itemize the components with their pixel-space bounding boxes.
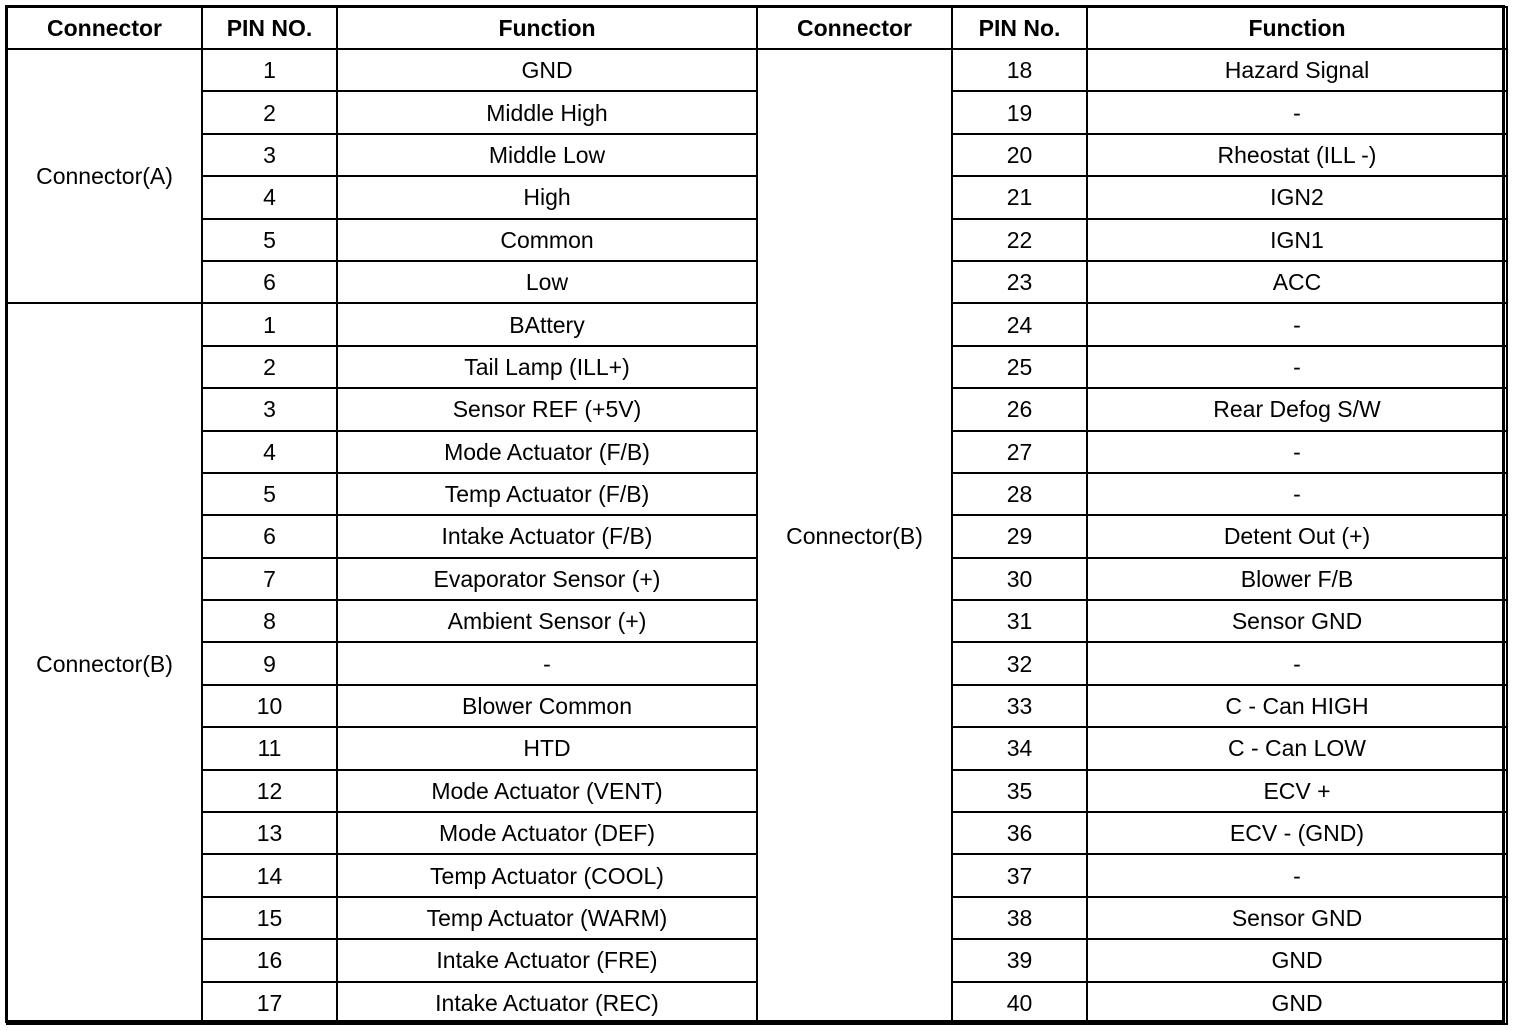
pin-cell: 22 — [952, 219, 1087, 261]
function-cell: - — [337, 642, 757, 684]
pin-cell: 3 — [202, 134, 337, 176]
pin-cell: 33 — [952, 685, 1087, 727]
function-cell: Tail Lamp (ILL+) — [337, 346, 757, 388]
pin-cell: 19 — [952, 91, 1087, 133]
function-cell: - — [1087, 346, 1507, 388]
pin-cell: 30 — [952, 558, 1087, 600]
function-cell: Sensor GND — [1087, 600, 1507, 642]
function-cell: - — [1087, 431, 1507, 473]
pin-cell: 1 — [202, 49, 337, 91]
pin-cell: 34 — [952, 727, 1087, 769]
function-cell: Temp Actuator (COOL) — [337, 854, 757, 896]
function-cell: Rear Defog S/W — [1087, 388, 1507, 430]
pin-cell: 21 — [952, 176, 1087, 218]
function-cell: Low — [337, 261, 757, 303]
function-cell: Intake Actuator (REC) — [337, 982, 757, 1024]
header-pin-right: PIN No. — [952, 7, 1087, 49]
pin-cell: 2 — [202, 346, 337, 388]
pin-cell: 20 — [952, 134, 1087, 176]
function-cell: Evaporator Sensor (+) — [337, 558, 757, 600]
pin-cell: 27 — [952, 431, 1087, 473]
pin-cell: 11 — [202, 727, 337, 769]
function-cell: C - Can LOW — [1087, 727, 1507, 769]
function-cell: Hazard Signal — [1087, 49, 1507, 91]
pin-cell: 4 — [202, 176, 337, 218]
function-cell: - — [1087, 473, 1507, 515]
header-connector-left: Connector — [7, 7, 202, 49]
function-cell: Mode Actuator (VENT) — [337, 770, 757, 812]
header-pin-left: PIN NO. — [202, 7, 337, 49]
connector-cell-left: Connector(A) — [7, 49, 202, 303]
pin-cell: 7 — [202, 558, 337, 600]
pin-cell: 14 — [202, 854, 337, 896]
pin-cell: 5 — [202, 219, 337, 261]
table-row — [7, 49, 1507, 91]
table-body — [7, 49, 1507, 1024]
header-connector-right: Connector — [757, 7, 952, 49]
connector-cell-left: Connector(B) — [7, 303, 202, 1024]
pin-cell: 4 — [202, 431, 337, 473]
function-cell: C - Can HIGH — [1087, 685, 1507, 727]
function-cell: Temp Actuator (WARM) — [337, 897, 757, 939]
function-cell: Sensor REF (+5V) — [337, 388, 757, 430]
function-cell: Intake Actuator (FRE) — [337, 939, 757, 981]
pin-cell: 5 — [202, 473, 337, 515]
pin-function-table — [6, 6, 1508, 1025]
pin-cell: 26 — [952, 388, 1087, 430]
pin-cell: 25 — [952, 346, 1087, 388]
pin-cell: 23 — [952, 261, 1087, 303]
function-cell: GND — [337, 49, 757, 91]
function-cell: Middle Low — [337, 134, 757, 176]
pin-cell: 32 — [952, 642, 1087, 684]
pin-cell: 15 — [202, 897, 337, 939]
pin-cell: 6 — [202, 515, 337, 557]
function-cell: BAttery — [337, 303, 757, 345]
pin-cell: 18 — [952, 49, 1087, 91]
function-cell: - — [1087, 642, 1507, 684]
pin-cell: 16 — [202, 939, 337, 981]
function-cell: Mode Actuator (DEF) — [337, 812, 757, 854]
function-cell: HTD — [337, 727, 757, 769]
pin-cell: 12 — [202, 770, 337, 812]
pin-cell: 8 — [202, 600, 337, 642]
header-row — [7, 7, 1507, 49]
function-cell: Detent Out (+) — [1087, 515, 1507, 557]
pin-cell: 1 — [202, 303, 337, 345]
function-cell: Middle High — [337, 91, 757, 133]
pin-cell: 29 — [952, 515, 1087, 557]
function-cell: IGN2 — [1087, 176, 1507, 218]
header-function-left: Function — [337, 7, 757, 49]
function-cell: Intake Actuator (F/B) — [337, 515, 757, 557]
pin-cell: 17 — [202, 982, 337, 1024]
pin-cell: 2 — [202, 91, 337, 133]
function-cell: High — [337, 176, 757, 218]
function-cell: ECV + — [1087, 770, 1507, 812]
function-cell: - — [1087, 91, 1507, 133]
function-cell: IGN1 — [1087, 219, 1507, 261]
pin-cell: 3 — [202, 388, 337, 430]
function-cell: GND — [1087, 982, 1507, 1024]
function-cell: Rheostat (ILL -) — [1087, 134, 1507, 176]
pin-cell: 10 — [202, 685, 337, 727]
function-cell: Mode Actuator (F/B) — [337, 431, 757, 473]
function-cell: Blower F/B — [1087, 558, 1507, 600]
pin-cell: 9 — [202, 642, 337, 684]
pin-cell: 37 — [952, 854, 1087, 896]
pin-cell: 35 — [952, 770, 1087, 812]
function-cell: - — [1087, 303, 1507, 345]
pin-cell: 13 — [202, 812, 337, 854]
function-cell: ECV - (GND) — [1087, 812, 1507, 854]
function-cell: GND — [1087, 939, 1507, 981]
header-function-right: Function — [1087, 7, 1507, 49]
function-cell: Sensor GND — [1087, 897, 1507, 939]
pin-cell: 36 — [952, 812, 1087, 854]
pin-cell: 39 — [952, 939, 1087, 981]
function-cell: Ambient Sensor (+) — [337, 600, 757, 642]
pin-cell: 6 — [202, 261, 337, 303]
function-cell: Temp Actuator (F/B) — [337, 473, 757, 515]
pin-cell: 38 — [952, 897, 1087, 939]
pin-cell: 31 — [952, 600, 1087, 642]
function-cell: Common — [337, 219, 757, 261]
pin-cell: 40 — [952, 982, 1087, 1024]
connector-cell-right: Connector(B) — [757, 49, 952, 1024]
function-cell: Blower Common — [337, 685, 757, 727]
pin-cell: 28 — [952, 473, 1087, 515]
function-cell: ACC — [1087, 261, 1507, 303]
pin-cell: 24 — [952, 303, 1087, 345]
function-cell: - — [1087, 854, 1507, 896]
